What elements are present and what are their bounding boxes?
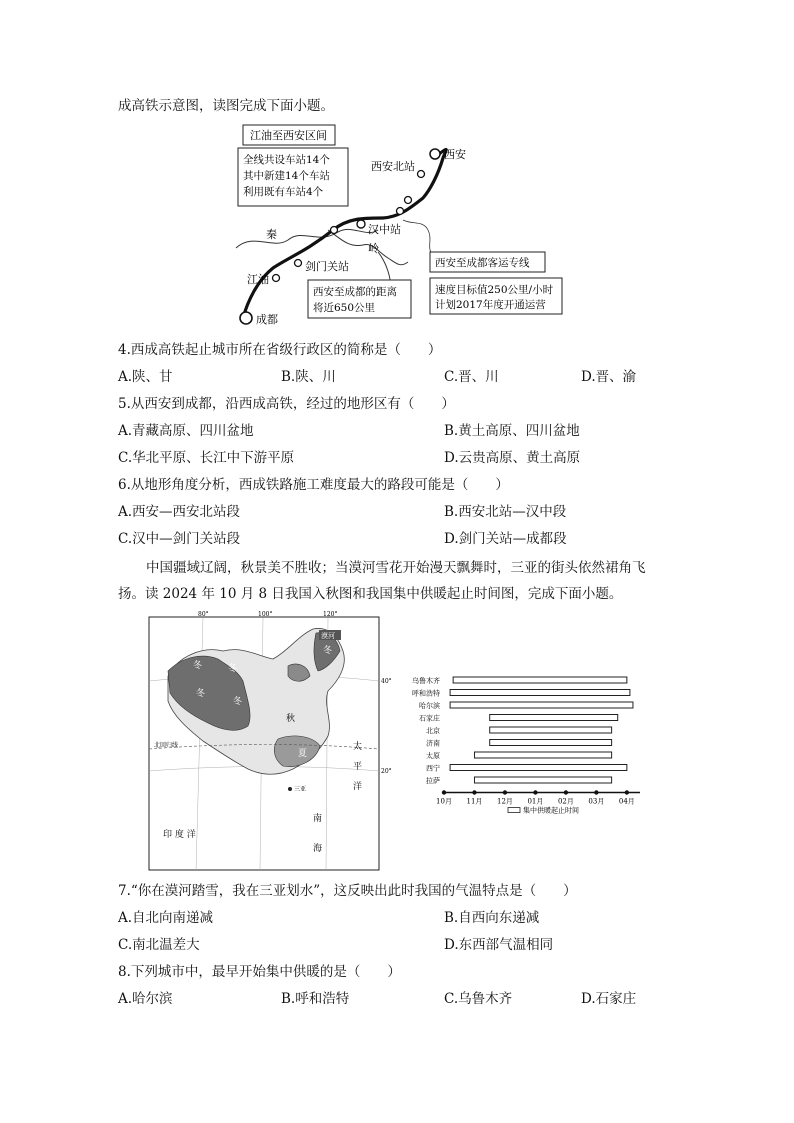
q5-option-b[interactable]: B.黄土高原、四川盆地 — [444, 423, 580, 439]
lon-label-100: 100° — [258, 611, 273, 618]
box-speed-line-1: 速度目标值250公里/小时 — [435, 284, 554, 296]
label-sanya: 三亚 — [294, 786, 307, 793]
mark-winter-4: 冬 — [233, 697, 243, 707]
lon-label-80: 80° — [198, 611, 209, 618]
category-label: 乌鲁木齐 — [412, 677, 440, 685]
q6-option-a[interactable]: A.西安—西安北站段 — [118, 504, 241, 520]
category-label: 西宁 — [426, 764, 440, 773]
q7-option-a[interactable]: A.自北向南递减 — [118, 910, 214, 926]
legend-swatch — [508, 808, 520, 813]
label-taiping-2: 平 — [353, 762, 363, 772]
mark-summer: 夏 — [298, 749, 308, 759]
legend-label: 集中供暖起止时间 — [523, 806, 579, 815]
category-label: 拉萨 — [426, 777, 440, 785]
label-tropic: 北回归线 — [154, 742, 179, 749]
heating-bar — [490, 715, 618, 721]
q8-option-b[interactable]: B.呼和浩特 — [281, 991, 350, 1007]
station-dot-3 — [331, 227, 338, 234]
station-jiangyou — [273, 275, 280, 282]
q5-option-a[interactable]: A.青藏高原、四川盆地 — [118, 423, 254, 439]
q5-stem: 5.从西安到成都，沿西成高铁，经过的地形区有（ ） — [118, 396, 455, 412]
passage-line-1: 中国疆域辽阔，秋景美不胜收；当漠河雪花开始漫天飘舞时，三亚的街头依然裙角飞 — [146, 560, 646, 576]
box-distance-line-2: 将近650公里 — [313, 302, 376, 314]
x-tick-label: 03月 — [588, 797, 605, 806]
station-xian — [430, 149, 440, 159]
x-tick-dot — [472, 790, 476, 794]
mark-winter-2: 冬 — [228, 664, 238, 674]
station-jianmenguan — [295, 260, 302, 267]
q8-option-d[interactable]: D.石家庄 — [581, 991, 637, 1007]
q8-option-a[interactable]: A.哈尔滨 — [118, 991, 173, 1007]
heating-bar — [450, 690, 630, 696]
q7-option-d[interactable]: D.东西部气温相同 — [444, 937, 554, 953]
q7-option-c[interactable]: C.南北温差大 — [118, 937, 200, 953]
category-label: 哈尔滨 — [419, 702, 440, 710]
label-nanhai-1: 南 — [313, 814, 323, 824]
q4-option-d[interactable]: D.晋、渝 — [581, 369, 637, 385]
x-tick-label: 04月 — [618, 797, 635, 806]
q4-stem: 4.西成高铁起止城市所在省级行政区的简称是（ ） — [118, 342, 442, 358]
heating-bar — [453, 677, 627, 683]
mark-winter-1: 冬 — [193, 661, 203, 671]
q8-stem: 8.下列城市中，最早开始集中供暖的是（ ） — [118, 964, 401, 980]
box-line-title: 西安至成都客运专线 — [435, 257, 530, 269]
box-stations-line-3: 利用既有车站4个 — [243, 186, 324, 198]
box-stations-line-1: 全线共设车站14个 — [243, 154, 330, 166]
x-tick-dot — [625, 790, 629, 794]
q6-option-c[interactable]: C.汉中—剑门关站段 — [118, 531, 241, 547]
label-chengdu: 成都 — [256, 313, 278, 326]
x-tick-dot — [564, 790, 568, 794]
heating-bar — [450, 765, 627, 771]
lat-label-40: 40° — [381, 678, 392, 685]
x-tick-label: 02月 — [557, 797, 574, 806]
x-tick-label: 12月 — [496, 797, 513, 806]
q7-option-b[interactable]: B.自西向东递减 — [444, 910, 540, 926]
category-label: 北京 — [426, 727, 440, 735]
label-ling: 岭 — [368, 242, 379, 255]
label-mohe: 漠河 — [321, 632, 335, 640]
x-tick-label: 01月 — [527, 797, 544, 806]
heating-bar — [450, 702, 633, 708]
mark-autumn: 秋 — [286, 714, 296, 724]
q4-option-c[interactable]: C.晋、川 — [444, 369, 499, 385]
x-tick-label: 11月 — [466, 797, 483, 806]
q8-option-c[interactable]: C.乌鲁木齐 — [444, 991, 513, 1007]
box-speed-line-2: 计划2017年度开通运营 — [435, 299, 546, 311]
label-hanzhong: 汉中站 — [368, 223, 401, 236]
label-xian: 西安 — [444, 148, 466, 161]
q6-option-d[interactable]: D.剑门关站—成都段 — [444, 531, 567, 547]
passage-line-2: 扬。读 2024 年 10 月 8 日我国入秋图和我国集中供暖起止时间图，完成下面小题。 — [118, 586, 623, 602]
label-taiping-3: 洋 — [353, 782, 363, 792]
label-jianmenguan: 剑门关站 — [305, 260, 349, 273]
station-chengdu — [240, 312, 252, 324]
x-tick-dot — [533, 790, 537, 794]
q6-stem: 6.从地形角度分析，西成铁路施工难度最大的路段可能是（ ） — [118, 477, 509, 493]
box-distance-line-1: 西安至成都的距离 — [313, 286, 397, 298]
q6-option-b[interactable]: B.西安北站—汉中段 — [444, 504, 567, 520]
heating-bar — [474, 777, 611, 783]
label-jiangyou: 江油 — [247, 273, 269, 286]
label-qin: 秦 — [266, 228, 277, 241]
heating-bar — [490, 727, 612, 733]
q4-option-b[interactable]: B.陕、川 — [281, 369, 336, 385]
category-label: 太原 — [426, 752, 440, 760]
x-tick-dot — [442, 790, 446, 794]
mark-winter-5: 冬 — [323, 646, 333, 656]
mark-winter-3: 冬 — [196, 689, 206, 699]
station-dot-1 — [405, 197, 412, 204]
x-tick-dot — [594, 790, 598, 794]
label-taiping-1: 太 — [353, 742, 363, 752]
category-label: 石家庄 — [419, 714, 440, 723]
q4-option-a[interactable]: A.陕、甘 — [118, 369, 173, 385]
label-nanhai-2: 海 — [313, 844, 323, 854]
sanya-dot — [288, 787, 292, 791]
category-label: 济南 — [426, 739, 440, 748]
lon-label-120: 120° — [323, 611, 338, 618]
heating-bar — [490, 740, 612, 746]
heating-bar — [474, 752, 611, 758]
box-section-title: 江油至西安区间 — [250, 129, 327, 142]
lat-label-20: 20° — [381, 768, 392, 775]
intro-text: 成高铁示意图，读图完成下面小题。 — [118, 98, 334, 114]
station-dot-2 — [397, 208, 404, 215]
box-stations-line-2: 其中新建14个车站 — [243, 170, 330, 182]
heating-period-chart — [400, 668, 646, 818]
river-line — [403, 220, 433, 255]
q5-option-c[interactable]: C.华北平原、长江中下游平原 — [118, 450, 295, 466]
station-hanzhong — [357, 220, 365, 228]
q5-option-d[interactable]: D.云贵高原、黄土高原 — [444, 450, 581, 466]
rail-schematic-map — [228, 120, 568, 335]
china-autumn-map — [148, 611, 392, 873]
q7-stem: 7.“你在漠河踏雪，我在三亚划水”，这反映出此时我国的气温特点是（ ） — [118, 883, 577, 899]
label-yindu: 印 度 洋 — [163, 830, 196, 840]
x-tick-label: 10月 — [436, 797, 452, 806]
x-tick-dot — [503, 790, 507, 794]
category-label: 呼和浩特 — [412, 689, 440, 698]
station-xian-north — [418, 171, 425, 178]
label-xian-north: 西安北站 — [371, 160, 415, 173]
